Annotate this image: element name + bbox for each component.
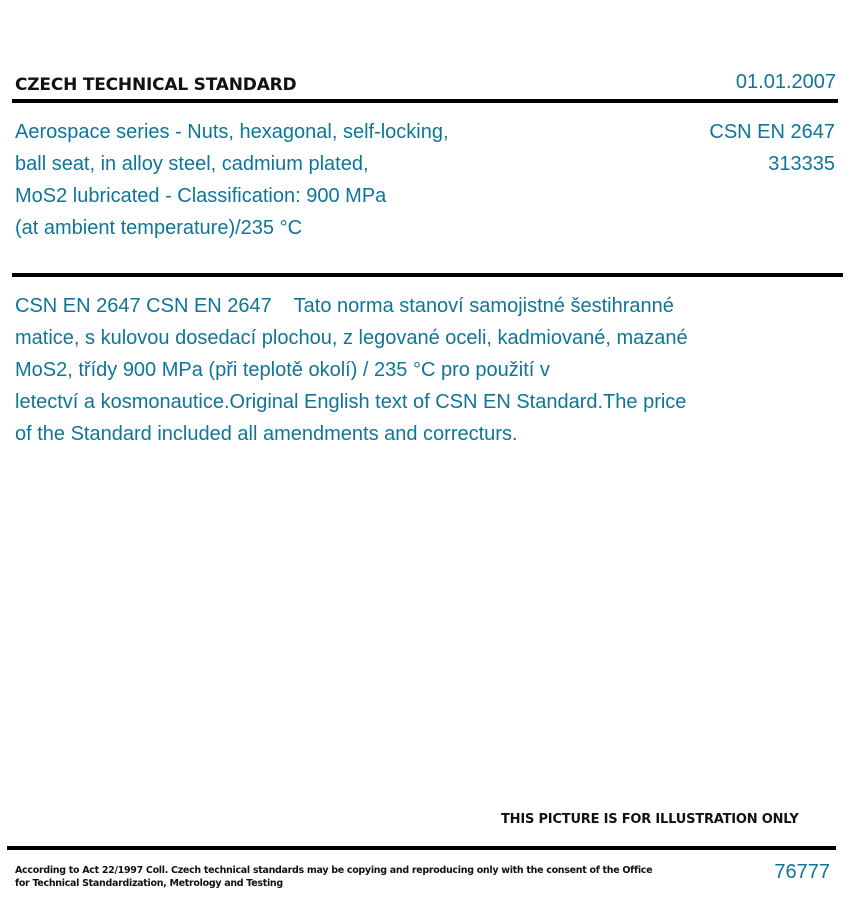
description-line: CSN EN 2647 CSN EN 2647 Tato norma stanoví samojistné šestihranné <box>15 295 674 317</box>
standard-identifiers <box>709 116 835 180</box>
description-line: MoS2, třídy 900 MPa (při teplotě okolí) / 235 °C pro použití v <box>15 359 550 381</box>
illustration-note: THIS PICTURE IS FOR ILLUSTRATION ONLY <box>501 812 799 827</box>
catalog-number: 313335 <box>768 153 835 175</box>
description-line: matice, s kulovou dosedací plochou, z legované oceli, kadmiované, mazané <box>15 327 688 349</box>
title-line: ball seat, in alloy steel, cadmium plated, <box>15 153 369 175</box>
document-title <box>15 116 575 244</box>
footer-divider <box>7 846 836 850</box>
title-line: Aerospace series - Nuts, hexagonal, self-locking, <box>15 121 449 143</box>
description-line: of the Standard included all amendments and correcturs. <box>15 423 518 445</box>
title-divider <box>12 273 843 277</box>
header-divider <box>12 99 838 103</box>
header-title: CZECH TECHNICAL STANDARD <box>15 75 297 95</box>
legal-line: According to Act 22/1997 Coll. Czech technical standards may be copying and reproducing only with the consent of the Office <box>15 865 653 876</box>
title-line: (at ambient temperature)/235 °C <box>15 217 303 239</box>
description-line: letectví a kosmonautice.Original English text of CSN EN Standard.The price <box>15 391 687 413</box>
title-line: MoS2 lubricated - Classification: 900 MPa <box>15 185 387 207</box>
footer-number: 76777 <box>774 861 830 883</box>
legal-line: for Technical Standardization, Metrology and Testing <box>15 878 283 889</box>
standard-code: CSN EN 2647 <box>709 121 835 143</box>
header-date: 01.01.2007 <box>735 71 836 93</box>
footer-legal-text <box>15 864 652 890</box>
document-description <box>15 290 745 450</box>
